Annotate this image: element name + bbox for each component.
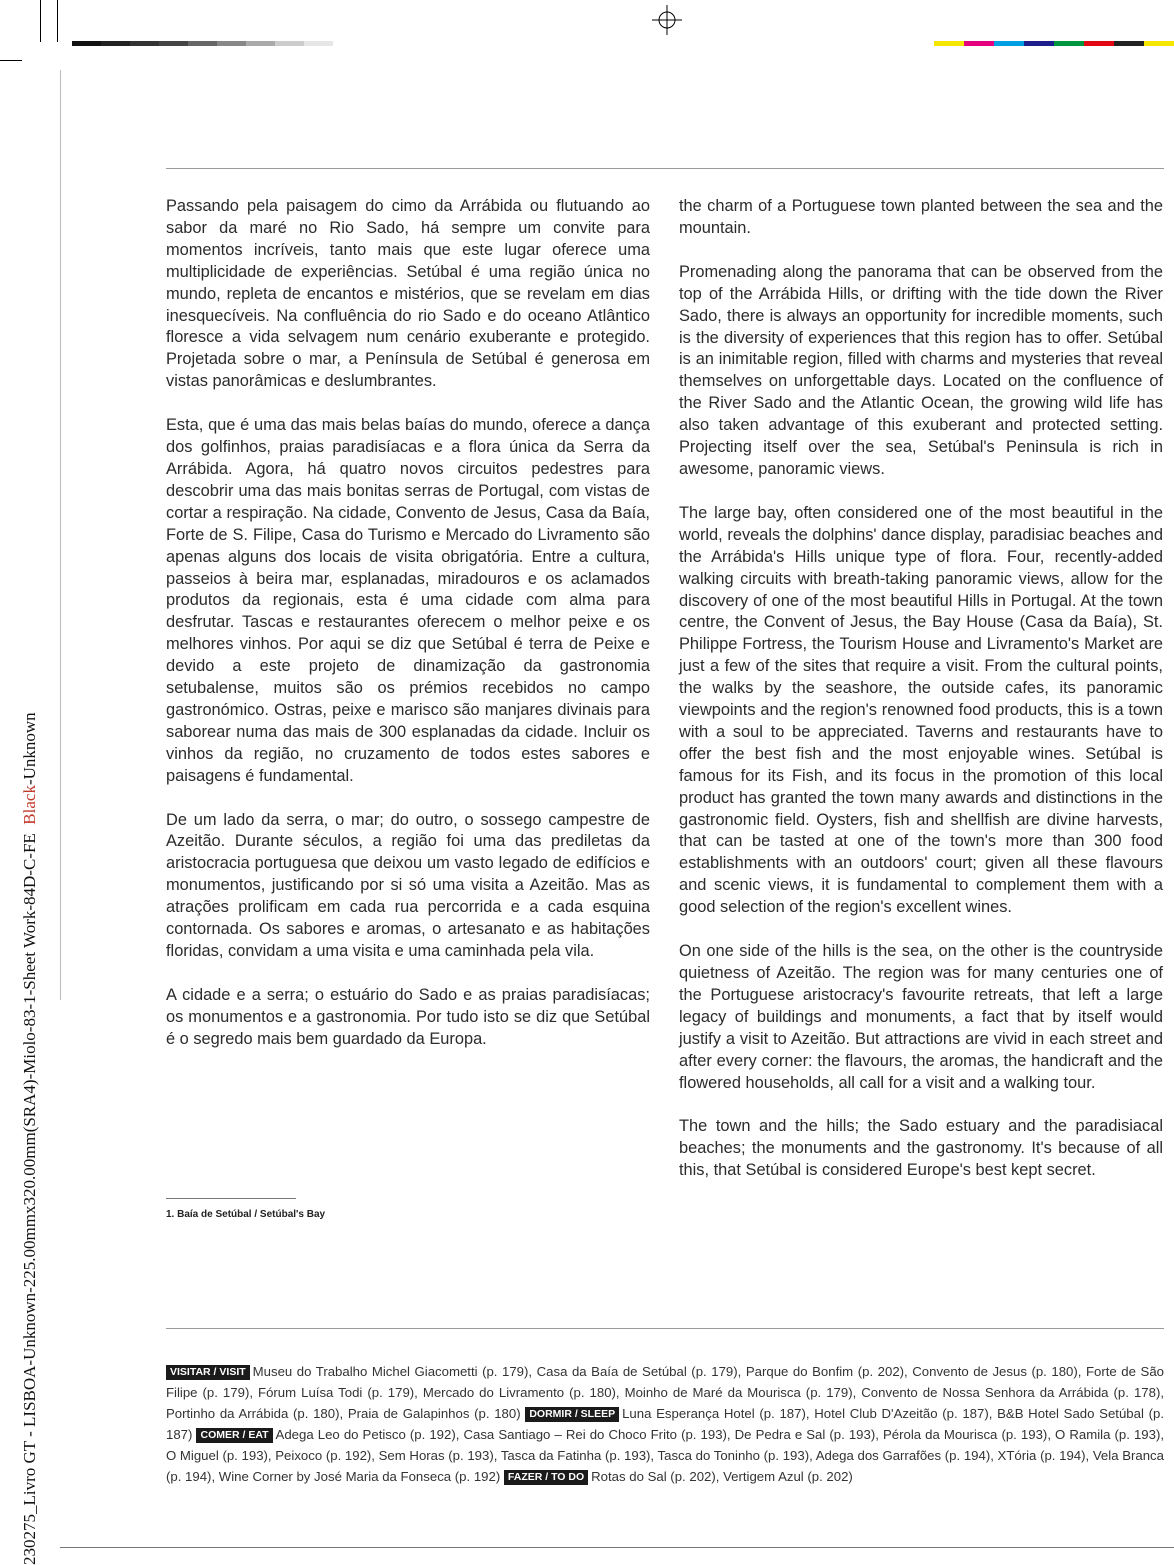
paragraph: On one side of the hills is the sea, on the other is the countryside quietness of Azeitão. The region was for many centuries one of the Portuguese aristocracy's favourite retreats, that left a large legacy of buildings and monuments, a fact that by itself would justify a visit to Azeitão. But attractions are vivid in each street and after every corner: the flavours, the aromas, the handicraft and the flowered households, all call for a visit and a walking tour. xyxy=(679,942,1163,1092)
color-swatch xyxy=(1024,41,1054,46)
color-swatch xyxy=(1114,41,1144,46)
slug-file: 230275_Livro GT - LISBOA-Unknown-225.00mmx320.00mm(SRA4)-Miolo-83-1-Sheet Work-84D-C-FE xyxy=(20,833,39,1565)
paragraph: Passando pela paisagem do cimo da Arrábida ou flutuando ao sabor da maré no Rio Sado, há sempre um convite para momentos incríveis, tanto mais que este lugar oferece uma multiplicidade de experiências. Setúbal é uma região única no mundo, repleta de encantos e mistérios, que se revelam em dias inesquecíveis. Na confluência do rio Sado e do oceano Atlântico floresce a vida selvagem num cenário exuberante e protegido. Projetada sobre o mar, a Península de Setúbal é generosa em vistas panorâmicas e deslumbrantes. xyxy=(166,197,650,391)
slug-separation: Black xyxy=(20,785,39,825)
english-column xyxy=(679,196,1163,1204)
paragraph: A cidade e a serra; o estuário do Sado e as praias paradisíacas; os monumentos e a gastronomia. Por tudo isto se diz que Setúbal é o segredo mais bem guardado da Europa. xyxy=(166,985,650,1048)
gray-scale-bar xyxy=(72,41,391,46)
color-swatch xyxy=(1144,41,1174,46)
slug-suffix: Unknown xyxy=(20,712,39,780)
color-calibration-bar xyxy=(934,41,1174,46)
bottom-trim-line xyxy=(60,1547,1174,1548)
gray-swatch xyxy=(159,41,188,46)
registration-mark-icon xyxy=(652,5,682,35)
gray-swatch xyxy=(188,41,217,46)
listing-text: Luna Esperança Hotel (p. 187), Hotel Club D'Azeitão (p. 187), B&B Hotel Sado Setúbal (p. 187) xyxy=(166,1406,1164,1443)
paragraph: The large bay, often considered one of the most beautiful in the world, reveals the dolphins' dance display, paradisiac beaches and the Arrábida's Hills unique type of flora. Four, recently-added walking circuits with breath-taking panoramic views, allow for the discovery of one of the most beautiful Hills in Portugal. At the town centre, the Convent of Jesus, the Bay House (Casa da Baía), St. Philippe Fortress, the Tourism House and Livramento's Market are just a few of the sites that require a visit. From the cultural points, the walks by the seashore, the outside cafes, its panoramic viewpoints and the region's renowned food products, this is a town with a soul to be appreciated. Taverns and restaurants have to offer the best fish and the most enjoyable wines. Setúbal is famous for its Fish, and its focus in the promotion of this local product has granted the town many awards and distinctions in the gastronomic field. Oysters, fish and shellfish are divine harvests, that can be tasted at one of the town's more than 300 food establishments with an outdoors' court; given all these flavours and scenic views, it is fundamental to complement them with a good selection of the region's excellent wines. xyxy=(679,503,1163,917)
color-swatch xyxy=(994,41,1024,46)
crop-mark xyxy=(57,0,58,42)
crop-mark xyxy=(60,70,61,1000)
category-tag: VISITAR / VISIT xyxy=(166,1365,250,1380)
listing-rule xyxy=(166,1328,1164,1329)
color-swatch xyxy=(934,41,964,46)
gray-swatch xyxy=(304,41,333,46)
color-swatch xyxy=(1054,41,1084,46)
gray-swatch xyxy=(130,41,159,46)
crop-mark xyxy=(0,60,22,61)
category-tag: COMER / EAT xyxy=(196,1428,272,1443)
paragraph: The town and the hills; the Sado estuary and the paradisiacal beaches; the monuments and the gastronomy. It's because of all this, that Setúbal is considered Europe's best kept secret. xyxy=(679,1117,1163,1180)
gray-swatch xyxy=(246,41,275,46)
top-rule xyxy=(166,168,1164,169)
print-slug: 230275_Livro GT - LISBOA-Unknown-225.00mmx320.00mm(SRA4)-Miolo-83-1-Sheet Work-84D-C-FE Black-Unknown xyxy=(20,712,39,1565)
photo-caption: 1. Baía de Setúbal / Setúbal's Bay xyxy=(166,1209,326,1220)
category-tag: FAZER / TO DO xyxy=(504,1470,588,1485)
gray-swatch xyxy=(101,41,130,46)
paragraph: the charm of a Portuguese town planted between the sea and the mountain. xyxy=(679,197,1163,237)
listing-text: Adega Leo do Petisco (p. 192), Casa Santiago – Rei do Choco Frito (p. 193), De Pedra e Sal (p. 193), Pérola da Mourisca (p. 193), O Ramila (p. 193), O Miguel (p. 193), Peixoco (p. 192), Sem Horas (p. 193), Tasca da Fatinha (p. 193), Tasca do Toninho (p. 193), Adega dos Garrafões (p. 194), XTória (p. 194), Vela Branca (p. 194), Wine Corner by José Maria da Fonseca (p. 192) xyxy=(166,1427,1164,1485)
color-swatch xyxy=(964,41,994,46)
caption-rule xyxy=(166,1198,296,1199)
listings xyxy=(166,1361,1164,1488)
paragraph: Esta, que é uma das mais belas baías do mundo, oferece a dança dos golfinhos, praias paradisíacas e a flora única da Serra da Arrábida. Agora, há quatro novos circuitos pedestres para descobrir uma das mais bonitas serras de Portugal, com vistas de cortar a respiração. Na cidade, Convento de Jesus, Casa da Baía, Forte de S. Filipe, Casa do Turismo e Mercado do Livramento são apenas alguns dos locais de visita obrigatória. Entre a cultura, passeios à beira mar, esplanadas, miradouros e os aclamados produtos da regionais, esta é uma cidade com alma para desfrutar. Tascas e restaurantes oferecem o melhor peixe e os melhores vinhos. Por aqui se diz que Setúbal é terra de Peixe e devido a este projeto de dinamização da gastronomia setubalense, muitos são os prémios recebidos no campo gastronómico. Ostras, peixe e marisco são manjares divinais para saborear numa das mais de 300 esplanadas da cidade. Incluir os vinhos da região, no cruzamento de todos estes sabores e paisagens é fundamental. xyxy=(166,416,650,785)
color-swatch xyxy=(1084,41,1114,46)
gray-swatch xyxy=(362,41,391,46)
gray-swatch xyxy=(275,41,304,46)
category-tag: DORMIR / SLEEP xyxy=(525,1407,619,1422)
gray-swatch xyxy=(72,41,101,46)
listing-text: Museu do Trabalho Michel Giacometti (p. 179), Casa da Baía de Setúbal (p. 179), Parque do Bonfim (p. 202), Convento de Jesus (p. 180), Forte de São Filipe (p. 179), Fórum Luísa Todi (p. 179), Mercado do Livramento (p. 180), Moinho de Maré da Mourisca (p. 179), Convento de Nossa Senhora da Arrábida (p. 178), Portinho da Arrábida (p. 180), Praia de Galapinhos (p. 180) xyxy=(166,1364,1164,1422)
paragraph: Promenading along the panorama that can be observed from the top of the Arrábida Hills, or drifting with the tide down the River Sado, there is always an opportunity for incredible moments, such is the diversity of experiences that this region has to offer. Setúbal is an inimitable region, filled with charms and mysteries that reveal themselves on unforgettable days. Located on the confluence of the River Sado and the Atlantic Ocean, the growing wild life has also taken advantage of this exuberant and protected setting. Projecting itself over the sea, Setúbal's Peninsula is rich in awesome, panoramic views. xyxy=(679,262,1163,478)
portuguese-column xyxy=(166,196,650,1073)
listing-text: Rotas do Sal (p. 202), Vertigem Azul (p. 202) xyxy=(591,1469,853,1485)
gray-swatch xyxy=(333,41,362,46)
paragraph: De um lado da serra, o mar; do outro, o sossego campestre de Azeitão. Durante séculos, a região foi uma das prediletas da aristocracia portuguesa que deixou um vasto legado de edifícios e monumentos, justificando por si só uma visita a Azeitão. Mas as atrações prolificam em cada rua percorrida e a cada esquina contornada. Os sabores e aromas, o artesanato e as habitações floridas, convidam a uma visita e uma caminhada pela vila. xyxy=(166,810,650,960)
crop-mark xyxy=(40,0,41,42)
gray-swatch xyxy=(217,41,246,46)
